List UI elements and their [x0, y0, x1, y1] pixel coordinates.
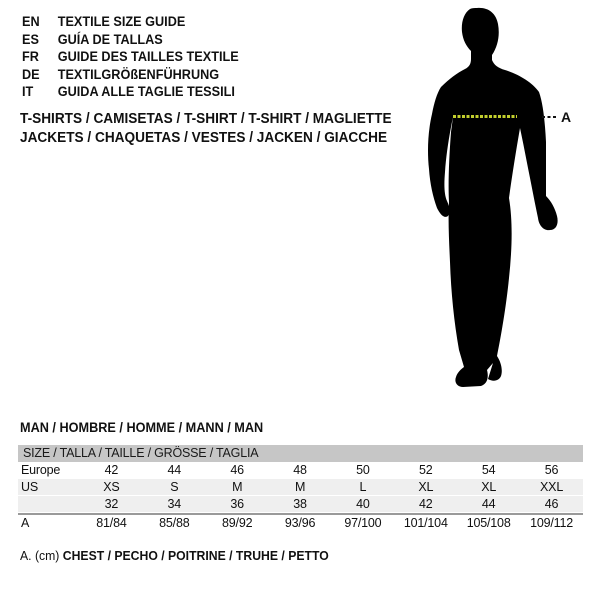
category-line: JACKETS / CHAQUETAS / VESTES / JACKEN / GIACCHE: [20, 130, 388, 146]
footnote-text: CHEST / PECHO / POITRINE / TRUHE / PETTO: [62, 548, 329, 563]
size-value-cell: S: [170, 480, 179, 494]
chest-measure-dash-line: [453, 115, 517, 118]
size-value-cell: 105/108: [466, 516, 511, 530]
size-value-cell: XS: [103, 480, 120, 494]
size-value-cell: 101/104: [403, 516, 448, 530]
size-value-cell: 52: [419, 463, 433, 477]
size-value-cell: L: [359, 480, 367, 494]
category-line: T-SHIRTS / CAMISETAS / T-SHIRT / T-SHIRT / MAGLIETTE: [20, 111, 392, 127]
language-label: GUÍA DE TALLAS: [57, 31, 163, 47]
size-table: [18, 445, 583, 530]
language-code: EN: [22, 14, 40, 29]
size-value-cell: 56: [544, 463, 559, 477]
garment-categories: [20, 110, 392, 148]
size-table-header: SIZE / TALLA / TAILLE / GRÖSSE / TAGLIA: [18, 445, 583, 462]
row-label: US: [21, 480, 38, 494]
table-row: [18, 462, 583, 479]
size-value-cell: 44: [481, 497, 496, 511]
language-code: FR: [22, 49, 39, 64]
size-value-cell: 48: [293, 463, 307, 477]
language-row: [22, 83, 239, 101]
language-code: DE: [22, 66, 40, 82]
row-label: Europe: [21, 463, 61, 477]
size-value-cell: M: [294, 480, 306, 494]
size-value-cell: XXL: [540, 480, 564, 494]
size-value-cell: 42: [419, 497, 433, 511]
size-value-cell: XL: [418, 480, 434, 494]
size-value-cell: 85/88: [159, 516, 190, 530]
size-value-cell: 109/112: [530, 516, 573, 530]
size-value-cell: 50: [356, 463, 370, 477]
table-row: [18, 496, 583, 513]
language-label: TEXTILE SIZE GUIDE: [57, 14, 186, 29]
row-label: [18, 496, 80, 513]
language-label: TEXTILGRÖßENFÜHRUNG: [57, 66, 220, 82]
table-row: [18, 479, 583, 496]
size-value-cell: 81/84: [96, 516, 127, 530]
size-value-cell: 42: [104, 463, 119, 477]
language-code: ES: [22, 31, 39, 47]
row-label: A: [21, 516, 30, 530]
size-value-cell: 54: [481, 463, 496, 477]
size-value-cell: 93/96: [284, 516, 316, 530]
footnote-prefix: A. (cm): [20, 548, 60, 563]
footnote-chest: [20, 548, 329, 563]
man-silhouette-path: [428, 8, 558, 387]
size-value-cell: 46: [230, 463, 244, 477]
size-value-cell: 44: [167, 463, 182, 477]
section-title-man: MAN / HOMBRE / HOMME / MANN / MAN: [20, 420, 264, 435]
language-code: IT: [22, 84, 34, 99]
size-table-body: [18, 462, 583, 530]
size-value-cell: 36: [230, 497, 244, 511]
size-value-cell: XL: [481, 480, 497, 494]
language-row: [22, 13, 239, 31]
table-row: [18, 513, 583, 530]
size-value-cell: 40: [356, 497, 370, 511]
size-value-cell: M: [232, 480, 243, 494]
man-silhouette: [420, 5, 568, 403]
size-value-cell: 32: [104, 497, 119, 511]
size-value-cell: 38: [293, 497, 307, 511]
size-value-cell: 34: [167, 497, 182, 511]
size-value-cell: 89/92: [222, 516, 253, 530]
language-row: [22, 48, 239, 66]
size-value-cell: 97/100: [344, 516, 382, 530]
size-value-cell: 46: [544, 497, 559, 511]
language-label: GUIDA ALLE TAGLIE TESSILI: [57, 84, 235, 99]
man-silhouette-svg: [420, 5, 568, 403]
language-list: [22, 13, 239, 101]
language-label: GUIDE DES TAILLES TEXTILE: [57, 49, 239, 64]
chest-measure-leader-line: [542, 116, 558, 118]
language-row: [22, 66, 239, 84]
measure-label-a: A: [561, 109, 572, 125]
language-row: [22, 31, 239, 49]
